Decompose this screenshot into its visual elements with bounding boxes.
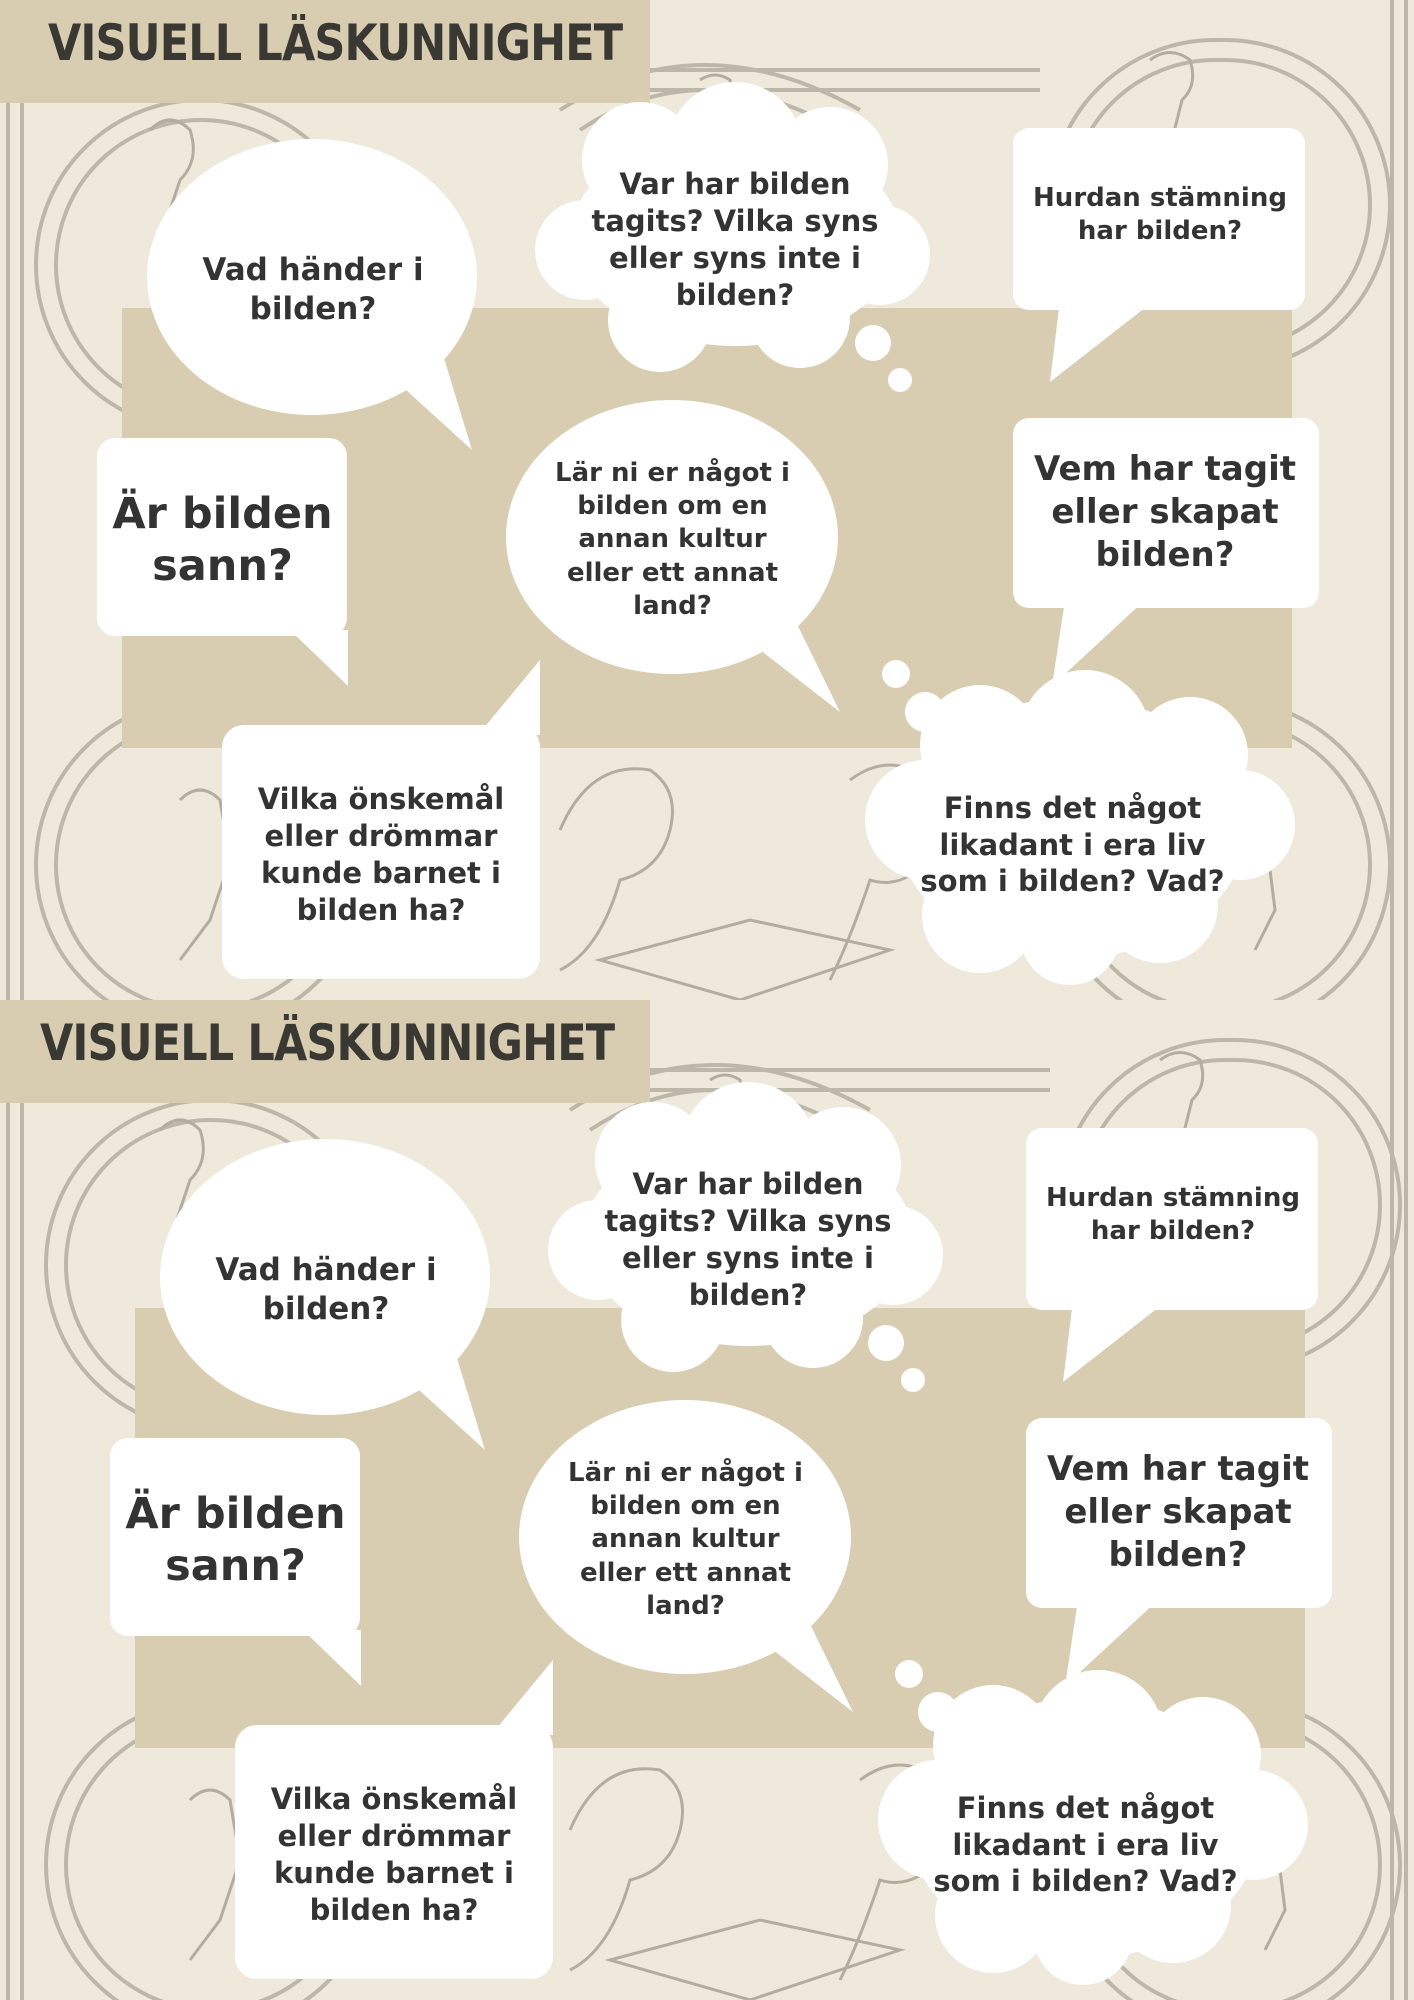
page-title: VISUELL LÄSKUNNIGHET <box>48 14 623 72</box>
question-vad-hander: Vad händer i bilden? <box>215 1251 437 1327</box>
question-vad-hander: Vad händer i bilden? <box>202 251 424 327</box>
question-kultur: Lär ni er något i bilden om en annan kultur eller ett annat land? <box>555 458 790 621</box>
question-sann: Är bilden sann? <box>112 488 333 591</box>
question-vem-tagit: Vem har tagit eller skapat bilden? <box>1047 1448 1309 1576</box>
question-likadant: Finns det något likadant i era liv som i bilden? Vad? <box>920 790 1225 899</box>
question-stamning: Hurdan stämning har bilden? <box>1046 1182 1300 1246</box>
question-kultur: Lär ni er något i bilden om en annan kultur eller ett annat land? <box>568 1458 803 1621</box>
page-title: VISUELL LÄSKUNNIGHET <box>40 1014 615 1072</box>
question-onskemal: Vilka önskemål eller drömmar kunde barnet i bilden ha? <box>257 782 505 927</box>
question-var-tagits: Var har bilden tagits? Vilka syns eller syns inte i bilden? <box>591 167 879 312</box>
question-likadant: Finns det något likadant i era liv som i bilden? Vad? <box>933 1790 1238 1899</box>
panel-bottom <box>0 1000 1414 2000</box>
question-stamning: Hurdan stämning har bilden? <box>1033 182 1287 246</box>
question-onskemal: Vilka önskemål eller drömmar kunde barnet i bilden ha? <box>270 1782 518 1927</box>
question-var-tagits: Var har bilden tagits? Vilka syns eller syns inte i bilden? <box>604 1167 892 1312</box>
question-sann: Är bilden sann? <box>125 1488 346 1591</box>
question-vem-tagit: Vem har tagit eller skapat bilden? <box>1034 448 1296 576</box>
